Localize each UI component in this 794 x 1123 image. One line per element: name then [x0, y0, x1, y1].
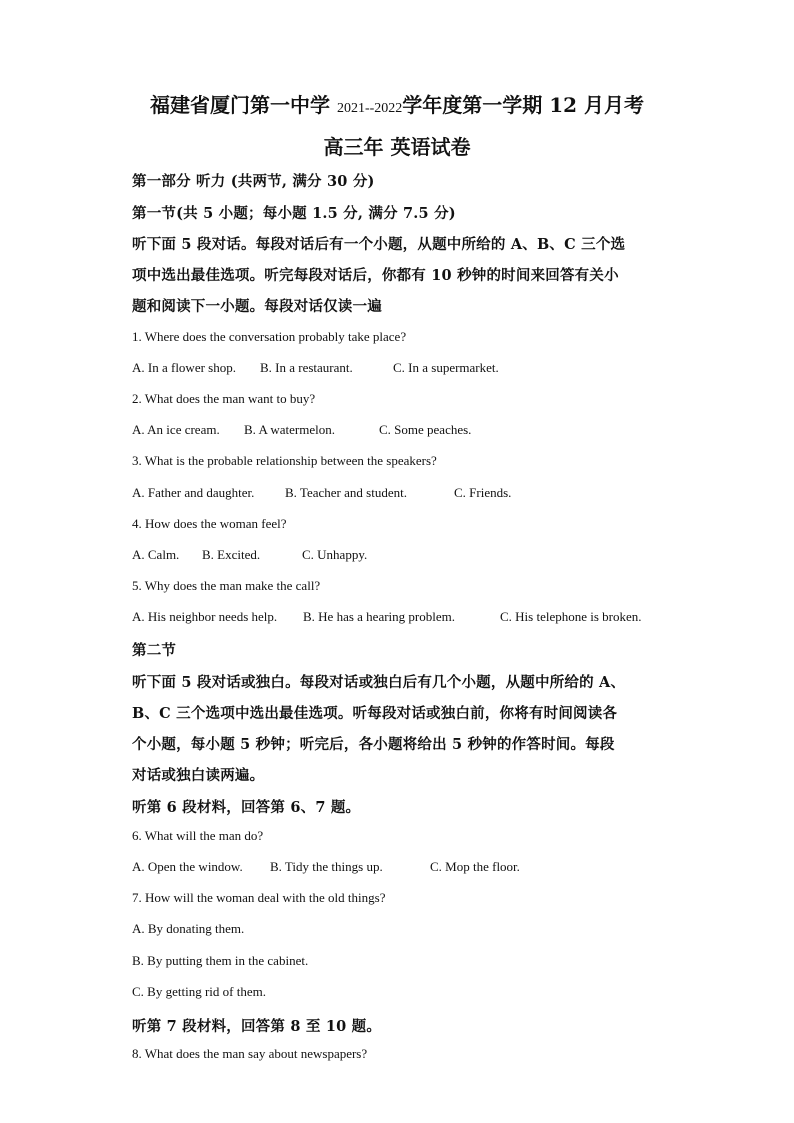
- question-6-options: [132, 859, 520, 875]
- section2-instruction-line: 个小题，每小题 5 秒钟；听完后，各小题将给出 5 秒钟的作答时间。每段: [132, 736, 615, 753]
- option-b: B. He has a hearing problem.: [303, 609, 455, 624]
- question-7: 7. How will the woman deal with the old things?: [132, 890, 386, 905]
- question-6: 6. What will the man do?: [132, 828, 264, 843]
- title-term: 学年度第一学期 12 月月考: [402, 93, 645, 117]
- option-b: B. Excited.: [202, 547, 261, 562]
- question-2: 2. What does the man want to buy?: [132, 391, 316, 406]
- option-a: A. Open the window.: [132, 859, 243, 874]
- option-a: A. By donating them.: [132, 921, 245, 936]
- exam-title: [0, 89, 794, 118]
- section2-instruction-line: B、C 三个选项中选出最佳选项。听每段对话或独白前，你将有时间阅读各: [132, 705, 618, 722]
- option-c: C. Mop the floor.: [430, 859, 520, 874]
- question-5-options: [132, 609, 642, 625]
- instruction-line: 项中选出最佳选项。听完每段对话后，你都有 10 秒钟的时间来回答有关小: [132, 267, 619, 284]
- question-2-options: [132, 422, 471, 438]
- option-a: A. Father and daughter.: [132, 485, 255, 500]
- option-c: C. In a supermarket.: [393, 360, 499, 375]
- question-4-options: [132, 547, 367, 563]
- question-3-options: [132, 485, 511, 501]
- material-6-heading: 听第 6 段材料，回答第 6、7 题。: [132, 799, 361, 816]
- section2-instruction-line: 对话或独白读两遍。: [132, 767, 265, 784]
- option-c: C. His telephone is broken.: [500, 609, 642, 624]
- question-3: 3. What is the probable relationship between the speakers?: [132, 453, 437, 468]
- question-1-options: [132, 360, 499, 376]
- option-a: A. An ice cream.: [132, 422, 220, 437]
- title-year: 2021--2022: [336, 101, 403, 116]
- option-c: C. By getting rid of them.: [132, 984, 266, 999]
- option-b: B. By putting them in the cabinet.: [132, 953, 309, 968]
- title-school: 福建省厦门第一中学: [149, 93, 330, 117]
- option-c: C. Some peaches.: [379, 422, 472, 437]
- option-c: C. Friends.: [454, 485, 512, 500]
- section2-instruction-line: 听下面 5 段对话或独白。每段对话或独白后有几个小题，从题中所给的 A、: [132, 674, 626, 691]
- section2-heading: 第二节: [132, 642, 177, 659]
- exam-subtitle: 高三年 英语试卷: [323, 135, 471, 159]
- question-8: 8. What does the man say about newspapers?: [132, 1046, 368, 1061]
- option-a: A. In a flower shop.: [132, 360, 236, 375]
- question-5: 5. Why does the man make the call?: [132, 578, 321, 593]
- instruction-line: 听下面 5 段对话。每段对话后有一个小题，从题中所给的 A、B、C 三个选: [132, 236, 626, 253]
- option-b: B. Teacher and student.: [285, 485, 407, 500]
- option-b: B. In a restaurant.: [260, 360, 353, 375]
- material-7-heading: 听第 7 段材料，回答第 8 至 10 题。: [132, 1018, 382, 1035]
- option-a: A. Calm.: [132, 547, 180, 562]
- instruction-line: 题和阅读下一小题。每段对话仅读一遍: [132, 298, 382, 315]
- option-b: B. A watermelon.: [244, 422, 335, 437]
- option-c: C. Unhappy.: [302, 547, 368, 562]
- question-1: 1. Where does the conversation probably take place?: [132, 329, 407, 344]
- part1-heading: 第一部分 听力 (共两节, 满分 30 分): [132, 173, 375, 190]
- section1-heading: 第一节(共 5 小题；每小题 1.5 分, 满分 7.5 分): [132, 205, 456, 222]
- question-4: 4. How does the woman feel?: [132, 516, 287, 531]
- option-b: B. Tidy the things up.: [270, 859, 383, 874]
- option-a: A. His neighbor needs help.: [132, 609, 278, 624]
